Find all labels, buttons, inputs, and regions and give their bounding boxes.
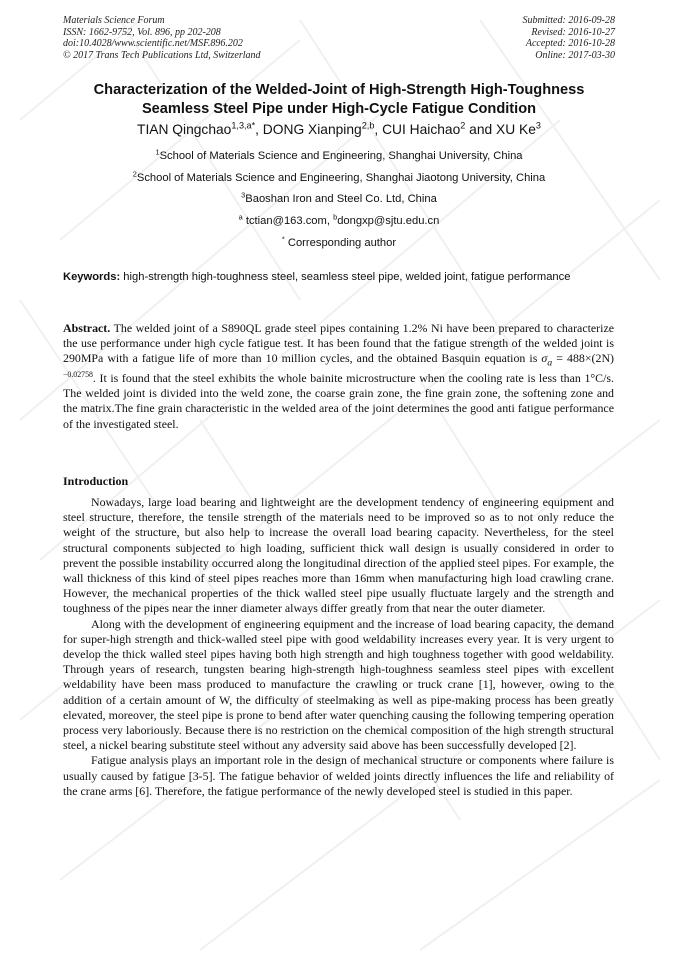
submitted-date: Submitted: 2016-09-28 bbox=[522, 15, 615, 26]
paper-title bbox=[40, 81, 638, 118]
introduction-body bbox=[63, 495, 614, 799]
revised-date: Revised: 2016-10-27 bbox=[531, 26, 615, 38]
affiliation-2 bbox=[20, 169, 658, 184]
keywords bbox=[63, 270, 614, 285]
equation-exponent: −0.02758 bbox=[63, 370, 93, 380]
email-mark: a bbox=[238, 212, 243, 222]
affiliation-3 bbox=[20, 190, 658, 205]
corresponding-text: Corresponding author bbox=[284, 237, 397, 249]
author-conjunction: and bbox=[465, 122, 497, 137]
abstract-text: The welded joint of a S890QL grade steel pipes containing 1.2% Ni have been prepared to characterize the use performance under high cycle fatigue test. It has been found that the fatigue strength of the welded joint is 290MPa with a fatigue life of more than 10 million cycles, and the obtained Basquin equation is bbox=[63, 321, 614, 366]
abstract-label: Abstract. bbox=[63, 321, 111, 335]
author-affiliation-mark: 1,3,a* bbox=[231, 120, 256, 131]
affiliation-mark: 3 bbox=[241, 190, 246, 200]
abstract-text-cont: . It is found that the steel exhibits the whole bainite microstructure when the cooling rate is less than 1°C/s. The welded joint is divided into the weld zone, the coarse grain zone, the fine grain zone, the softening zone and the matrix.The fine grain characteristic in the welded area of the joint determines the good anti fatigue performance of the investigated steel. bbox=[63, 370, 614, 431]
copyright-line: © 2017 Trans Tech Publications Ltd, Switzerland bbox=[63, 49, 261, 61]
equation-subscript: a bbox=[547, 357, 553, 369]
corresponding-author-note bbox=[20, 234, 658, 249]
author-affiliation-mark: 3 bbox=[535, 120, 541, 131]
equation-sigma: σ bbox=[541, 351, 548, 366]
paragraph: Along with the development of engineering equipment and the increase of load bearing capacity, the demand for super-high strength and thick-walled steel pipe with good weldability increases every year. It is very urgent to develop the thick walled steel pipes having both high strength and high toughness together with good weldability. Through years of research, tungsten bearing high-strength high-toughness seamless steel pipes with excellent weldability have been mass produced to manufacture the crawling or truck crane [1], however, owing to the addition of a certain amount of W, the difficulty of steelmaking as well as pipe-making process has been greatly elevated, moreover, the steel pipe is prone to bend after water quenching causing the following tempering operation process very laboriously. Because there is no restriction on the chemical composition of the high strength structural steel, a nickel bearing substitute steel without any adversity said above has been successfully developed [2]. bbox=[63, 616, 614, 753]
keywords-text: high-strength high-toughness steel, seamless steel pipe, welded joint, fatigue performance bbox=[120, 271, 571, 283]
affiliation-text: School of Materials Science and Engineering, Shanghai University, China bbox=[159, 150, 523, 162]
affiliation-text: School of Materials Science and Engineering, Shanghai Jiaotong University, China bbox=[136, 172, 546, 184]
accepted-date: Accepted: 2016-10-28 bbox=[525, 38, 615, 50]
email-link[interactable]: dongxp@sjtu.edu.cn bbox=[337, 215, 440, 227]
paragraph: Nowadays, large load bearing and lightweight are the development tendency of engineering equipment and steel structure, therefore, the tensile strength of the materials need to be improved so as to not only reduce the weight of the structure, but also help to increase the overall load bearing capacity. Nevertheless, for the steel structural components subjected to high loading, sufficient thick wall design is usually considered in order to prevent the possible instability occurred along the longitudinal direction of the applied steel pipes. For example, the wall thickness of this kind of steel pipes reaches more than 16mm when manufacturing high load crawling crane. However, the mechanical properties of the thick walled steel pipe usually fluctuate largely and the strength and toughness of the pipes near the inner diameter always differ greatly from that near the outer diameter. bbox=[63, 495, 614, 616]
author-emails bbox=[20, 212, 658, 227]
section-heading-introduction: Introduction bbox=[63, 474, 129, 488]
email-link[interactable]: tctian@163.com, bbox=[242, 215, 334, 227]
author-name: TIAN Qingchao bbox=[137, 122, 232, 137]
affiliation-1 bbox=[20, 147, 658, 162]
journal-info bbox=[63, 15, 261, 61]
abstract bbox=[63, 321, 614, 432]
author-affiliation-mark: 2,b bbox=[361, 120, 375, 131]
author-affiliation-mark: 2 bbox=[460, 120, 466, 131]
journal-name: Materials Science Forum bbox=[63, 15, 165, 26]
email-mark: b bbox=[333, 212, 338, 222]
title-line-1: Characterization of the Welded-Joint of High-Strength High-Toughness bbox=[93, 82, 585, 98]
affiliation-mark: 1 bbox=[155, 147, 160, 157]
author-name: DONG Xianping bbox=[262, 122, 362, 137]
paragraph: Fatigue analysis plays an important role in the design of mechanical structure or components where failure is usually caused by fatigue [3-5]. The fatigue behavior of welded joints directly influences the life and reliability of the crane arms [6]. Therefore, the fatigue performance of the newly developed steel is studied in this paper. bbox=[63, 753, 614, 798]
doi-line: doi:10.4028/www.scientific.net/MSF.896.202 bbox=[63, 38, 243, 50]
author-name: XU Ke bbox=[496, 122, 536, 137]
equation-main: = 488×(2N) bbox=[552, 351, 614, 366]
keywords-label: Keywords: bbox=[63, 271, 121, 283]
author-name: CUI Haichao bbox=[382, 122, 461, 137]
affiliation-text: Baoshan Iron and Steel Co. Ltd, China bbox=[245, 193, 437, 205]
issn-line: ISSN: 1662-9752, Vol. 896, pp 202-208 bbox=[63, 26, 221, 38]
title-line-2: Seamless Steel Pipe under High-Cycle Fatigue Condition bbox=[141, 100, 537, 117]
affiliation-mark: 2 bbox=[132, 169, 137, 179]
corresponding-mark: * bbox=[281, 234, 285, 244]
author-list: TIAN Qingchao$^{1,3,a*}$, DONG Xianping$^{2,b}$, CUI Haichao$^2$ and XU Ke$^3$ bbox=[137, 120, 541, 137]
publication-dates bbox=[523, 15, 616, 61]
online-date: Online: 2017-03-30 bbox=[535, 49, 615, 61]
